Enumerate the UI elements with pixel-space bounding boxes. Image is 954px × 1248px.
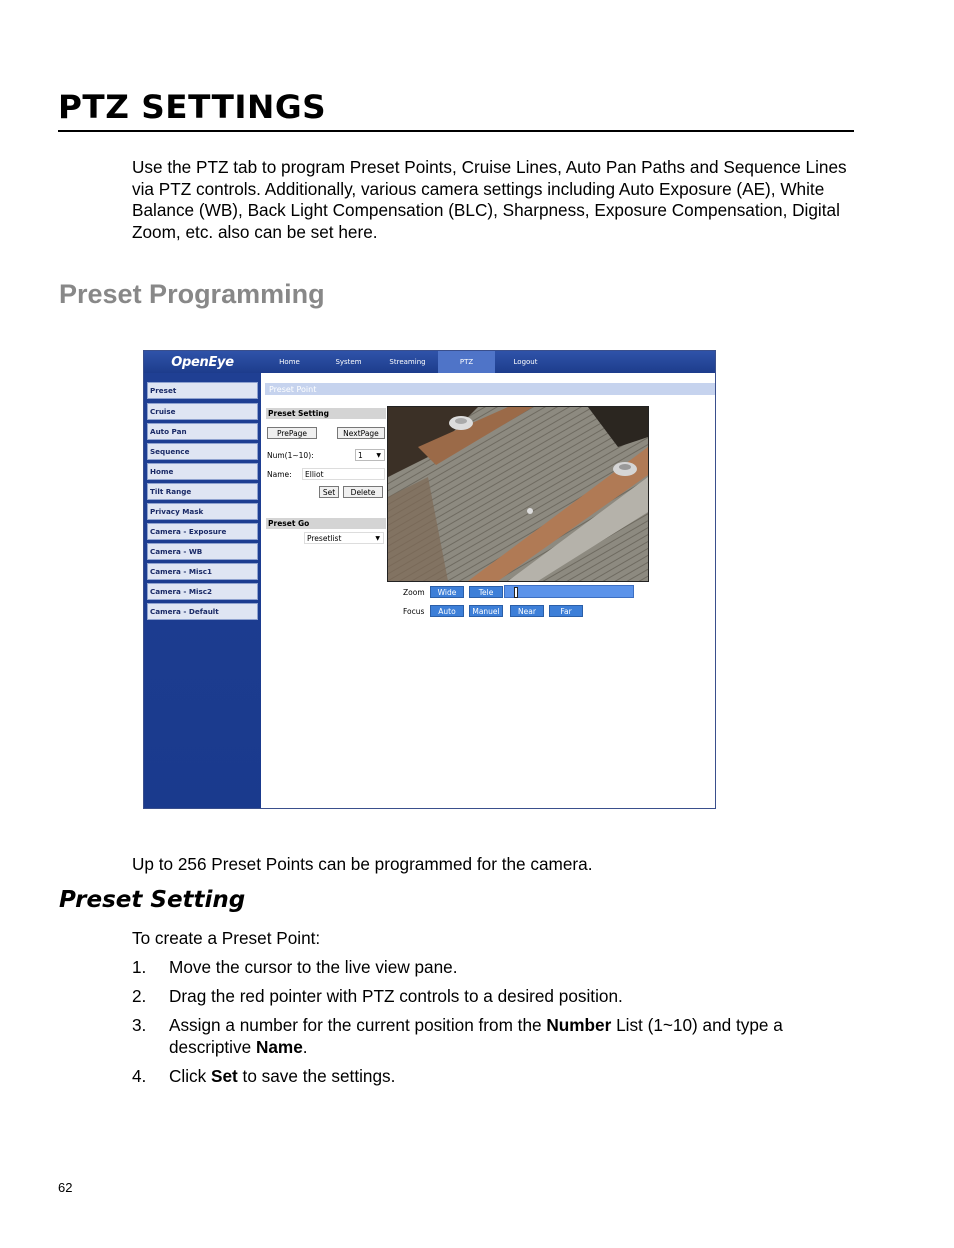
tab-home[interactable]: Home [279,358,300,366]
menu-item-preset[interactable]: Preset [147,382,258,399]
menu-item-cruise[interactable]: Cruise [147,403,258,420]
openeye-logo: OpenEye [171,354,234,370]
name-label: Name: [267,470,292,479]
tele-button[interactable]: Tele [469,586,503,598]
prepage-button[interactable]: PrePage [267,427,317,439]
step-number: 1. [132,957,147,977]
step-text: Click Set to save the settings. [169,1066,396,1086]
subsection-heading: Preset Setting [59,887,246,913]
chevron-down-icon: ▼ [375,534,380,542]
ptz-screenshot [143,350,716,809]
num-select[interactable] [355,449,385,461]
intro-paragraph: Use the PTZ tab to program Preset Points, Cruise Lines, Auto Pan Paths and Sequence Lines via PTZ controls. Additionally, various camera settings including Auto Exposure (AE), White Balance (WB), Back Light Compensation (BLC), Sharpness, Exposure Compensation, Digital Zoom, etc. also can be set here. [132,157,847,242]
delete-button[interactable]: Delete [343,486,383,498]
content-pane [262,373,716,809]
name-input[interactable]: Elliot [302,468,385,480]
list-item [132,1015,832,1058]
bold-term: Number [546,1015,612,1035]
focus-far-button[interactable]: Far [549,605,583,617]
step-text: Drag the red pointer with PTZ controls to a desired position. [169,986,623,1006]
page-number: 62 [58,1180,73,1195]
menu-item-camera-default[interactable]: Camera - Default [147,603,258,620]
menu-item-auto-pan[interactable]: Auto Pan [147,423,258,440]
tab-ptz[interactable]: PTZ [438,351,495,373]
title-rule [58,130,854,132]
num-select-value: 1 [358,450,363,460]
step-number: 2. [132,986,147,1006]
steps-intro: To create a Preset Point: [132,928,321,948]
menu-item-tilt-range[interactable]: Tilt Range [147,483,258,500]
step-number: 4. [132,1066,147,1086]
preset-setting-heading: Preset Setting [266,408,386,419]
section-heading: Preset Programming [59,279,325,309]
menu-item-privacy-mask[interactable]: Privacy Mask [147,503,258,520]
menu-item-camera-wb[interactable]: Camera - WB [147,543,258,560]
menu-item-camera-misc1[interactable]: Camera - Misc1 [147,563,258,580]
tab-streaming[interactable]: Streaming [389,358,426,366]
list-item [132,986,832,1008]
menu-item-home[interactable]: Home [147,463,258,480]
chevron-down-icon: ▼ [376,451,381,459]
list-item [132,1066,832,1088]
preset-go-heading: Preset Go [266,518,386,529]
menu-item-sequence[interactable]: Sequence [147,443,258,460]
bold-term: Set [211,1066,238,1086]
screenshot-caption: Up to 256 Preset Points can be programmed for the camera. [132,854,593,874]
nextpage-button[interactable]: NextPage [337,427,385,439]
list-item [132,957,832,979]
camera-feed-image [388,407,648,581]
num-label: Num(1~10): [267,451,314,460]
focus-near-button[interactable]: Near [510,605,544,617]
zoom-slider-handle[interactable] [514,587,518,598]
zoom-slider[interactable] [504,585,634,598]
step-number: 3. [132,1015,147,1035]
focus-label: Focus [403,607,425,616]
menu-item-camera-misc2[interactable]: Camera - Misc2 [147,583,258,600]
page-title: PTZ SETTINGS [58,88,327,126]
step-text: Assign a number for the current position from the Number List (1~10) and type a descriptive Name. [169,1015,783,1057]
bold-term: Name [255,1036,303,1057]
sidebar [144,373,261,809]
focus-auto-button[interactable]: Auto [430,605,464,617]
live-view-pane[interactable] [387,406,649,582]
presetlist-select[interactable] [304,532,384,544]
set-button[interactable]: Set [319,486,339,498]
tab-logout[interactable]: Logout [513,358,538,366]
tab-system[interactable]: System [335,358,362,366]
step-text: Move the cursor to the live view pane. [169,957,458,977]
menu-item-camera-exposure[interactable]: Camera - Exposure [147,523,258,540]
presetlist-select-value: Presetlist [307,533,342,543]
panel-title: Preset Point [265,383,715,395]
top-nav-bar [144,351,716,373]
focus-manual-button[interactable]: Manuel [469,605,503,617]
zoom-label: Zoom [403,588,425,597]
wide-button[interactable]: Wide [430,586,464,598]
